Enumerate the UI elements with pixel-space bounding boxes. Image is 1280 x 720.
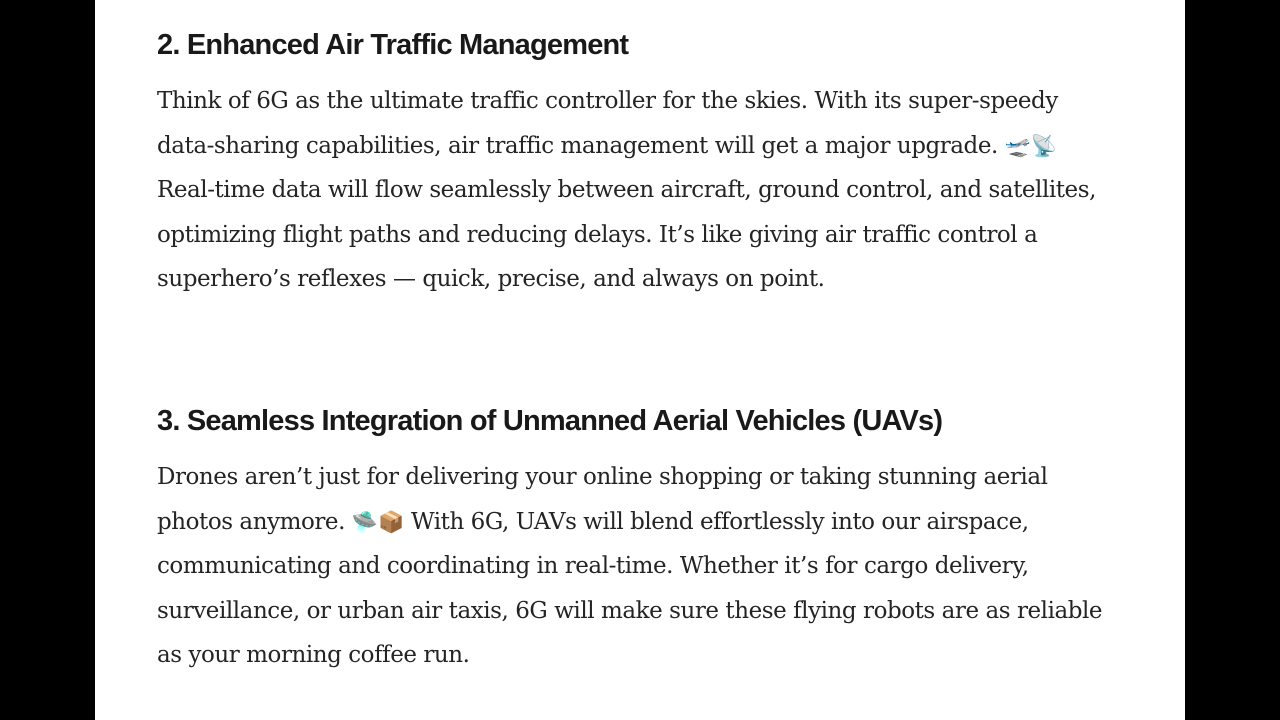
paragraph-text: Real-time data will flow seamlessly between aircraft, ground control, and satellites, optimizing flight paths and reducing delays. It’s like giving air traffic control a superhero’s reflexes — quick, precise, and always on point. bbox=[157, 177, 1096, 292]
section-heading: 3. Seamless Integration of Unmanned Aerial Vehicles (UAVs) bbox=[157, 405, 943, 437]
section-paragraph bbox=[157, 79, 1117, 302]
package-icon: 📦 bbox=[377, 509, 405, 534]
paragraph-text: With 6G, UAVs will blend effortlessly into our airspace, communicating and coordinating in real-time. Whether it’s for cargo delivery, surveillance, or urban air taxis, 6G will make sure these flying robots are as reliable as your morning coffee run. bbox=[157, 508, 1103, 668]
flying-saucer-icon: 🛸 bbox=[351, 509, 378, 534]
paragraph-text: Drones aren’t just for delivering your online shopping or taking stunning aerial photos anymore. bbox=[157, 464, 1048, 535]
airplane-departure-icon: 🛫 bbox=[1004, 133, 1031, 158]
section-paragraph bbox=[157, 455, 1117, 678]
section-heading: 2. Enhanced Air Traffic Management bbox=[157, 29, 629, 61]
satellite-antenna-icon: 📡 bbox=[1030, 133, 1058, 158]
article-page bbox=[95, 0, 1185, 720]
paragraph-text: Think of 6G as the ultimate traffic controller for the skies. With its super-speedy data-sharing capabilities, air traffic management will get a major upgrade. bbox=[157, 88, 1058, 159]
